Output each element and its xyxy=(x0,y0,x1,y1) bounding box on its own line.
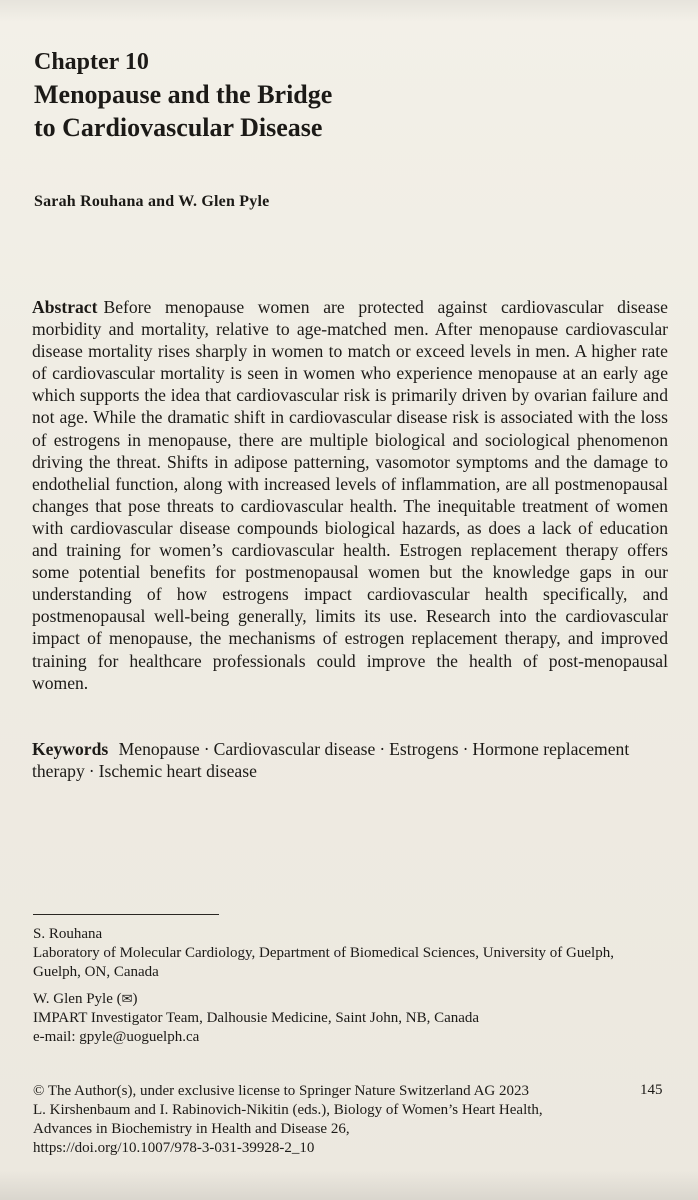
affiliation-rouhana xyxy=(33,925,673,982)
footnote-divider xyxy=(33,914,219,915)
affiliation-author: W. Glen Pyle xyxy=(33,991,113,1007)
affiliation-line: Laboratory of Molecular Cardiology, Department of Biomedical Sciences, University of Guelph, xyxy=(33,945,614,961)
keyword-item: Menopause xyxy=(118,739,200,759)
chapter-title-line: Menopause and the Bridge xyxy=(34,80,333,109)
doi-line: https://doi.org/10.1007/978-3-031-39928-2_10 xyxy=(33,1140,315,1156)
affiliation-author: S. Rouhana xyxy=(33,926,103,942)
affiliation-line: Guelph, ON, Canada xyxy=(33,964,159,980)
page-shadow-top xyxy=(0,0,698,22)
affiliation-email: e-mail: gpyle@uoguelph.ca xyxy=(33,1029,200,1045)
page-number: 145 xyxy=(640,1082,663,1098)
keyword-item: Estrogens xyxy=(389,739,459,759)
abstract-label: Abstract xyxy=(32,297,98,317)
citation-line: L. Kirshenbaum and I. Rabinovich-Nikitin (eds.), Biology of Women’s Heart Health, xyxy=(33,1102,543,1118)
chapter-title-line: to Cardiovascular Disease xyxy=(34,113,323,142)
keyword-separator: · xyxy=(379,739,386,759)
chapter-title xyxy=(34,78,454,144)
envelope-icon: ✉ xyxy=(121,992,133,1007)
abstract xyxy=(32,296,668,694)
chapter-label: Chapter 10 xyxy=(34,49,149,75)
keyword-separator: · xyxy=(88,761,95,782)
citation-line: Advances in Biochemistry in Health and Disease 26, xyxy=(33,1121,350,1137)
affiliation-pyle xyxy=(33,990,673,1047)
keyword-item: Ischemic heart disease xyxy=(98,761,257,782)
affiliation-line: IMPART Investigator Team, Dalhousie Medicine, Saint John, NB, Canada xyxy=(33,1010,480,1026)
copyright-line: © The Author(s), under exclusive license to Springer Nature Switzerland AG 2023 xyxy=(33,1083,530,1099)
affiliation-author-row: W. Glen Pyle (✉) xyxy=(33,991,138,1007)
keyword-separator: · xyxy=(203,739,210,759)
keyword-separator: · xyxy=(462,739,469,759)
authors: Sarah Rouhana and W. Glen Pyle xyxy=(34,193,270,210)
copyright-block xyxy=(33,1082,593,1158)
page-shadow-bottom xyxy=(0,1170,698,1200)
keywords xyxy=(32,738,668,782)
keywords-label: Keywords xyxy=(32,739,109,759)
abstract-text: Before menopause women are protected against cardiovascular disease morbidity and mortality, relative to age-matched men. After menopause cardiovascular disease mortality rises sharply in women to match or exceed levels in men. A higher rate of cardiovascular mortality is seen in women who experience menopause at an early age which supports the idea that cardiovascular risk is primarily driven by ovarian failure and not age. While the dramatic shift in cardiovascular disease risk is associated with the loss of estrogens in menopause, there are multiple biological and sociological phenomenon driving the threat. Shifts in adipose patterning, vasomotor symptoms and the damage to endothelial function, along with increased levels of inflammation, are all postmenopausal changes that pose threats to cardiovascular health. The inequitable treatment of women with cardiovascular disease compounds biological hazards, as does a lack of education and training for women’s cardiovascular health. Estrogen replacement therapy offers some potential benefits for postmenopausal women but the knowledge gaps in our understanding of how estrogens impact cardiovascular health specifically, and postmenopausal well-being generally, limits its use. Research into the cardiovascular impact of menopause, the mechanisms of estrogen replacement therapy, and improved training for healthcare professionals could improve the health of post-menopausal women. xyxy=(32,297,668,693)
keyword-item: Cardiovascular disease xyxy=(213,739,376,759)
keyword-item: Hormone replacement therapy xyxy=(32,739,630,782)
